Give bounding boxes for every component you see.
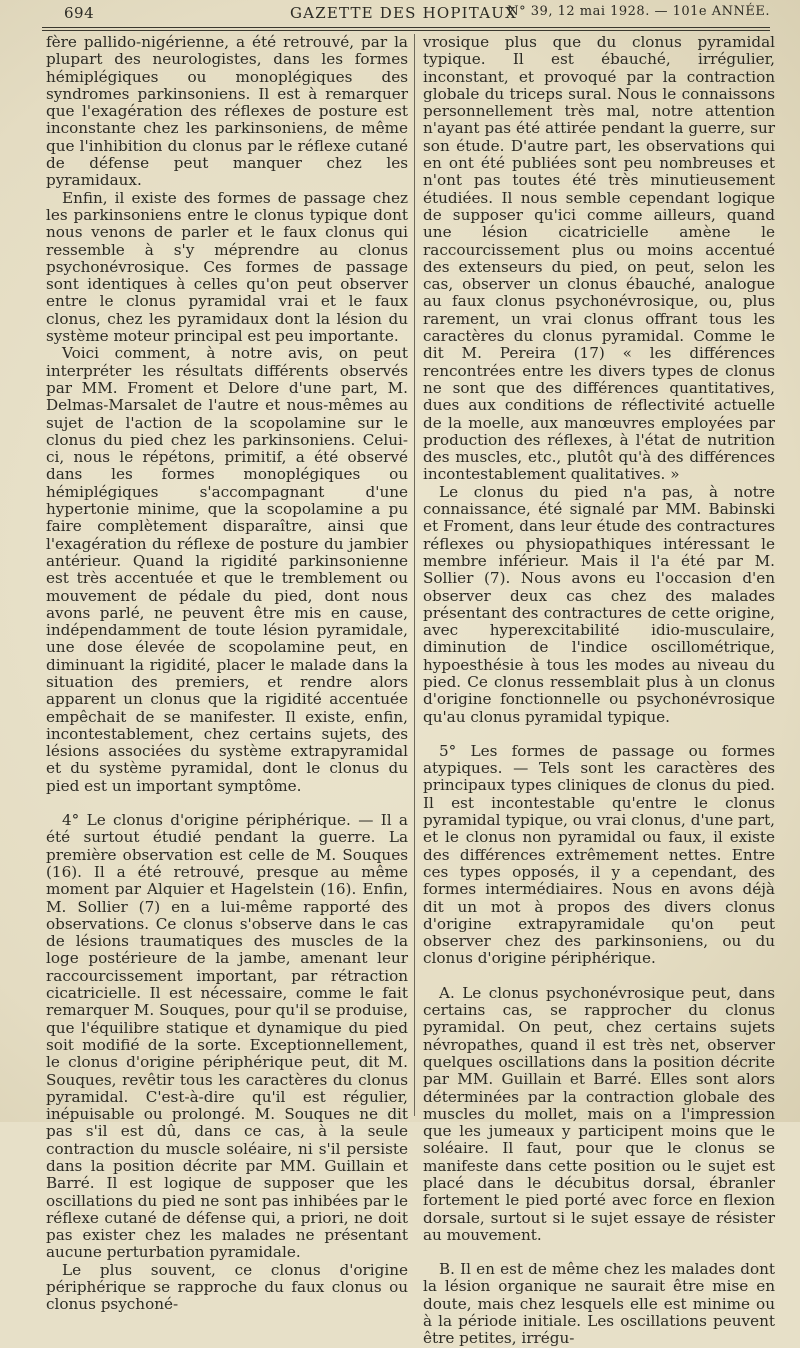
paragraph: Enfin, il existe des formes de passage chez les parkinsoniens entre le clonus typique dont nous venons de parler et le faux clonus qui ressemble à s'y méprendre au clonus psychonévrosique. Ces formes de passage sont identiques à celles qu'on peut observer entre le clonus pyramidal vrai et le faux clonus, chez les pyramidaux dont la lésion du système moteur principal est peu importante. — [46, 188, 408, 346]
section-paragraph: 5° Les formes de passage ou formes atypiques. — Tels sont les caractères des principaux types cliniques de clonus du pied. Il est incontestable qu'entre le clonus pyramidal typique, ou vrai clonus, d'une part, et le clonus non pyramidal ou faux, il existe des différences extrêmement nettes. Entre ces types opposés, il y a cependant, des formes intermédiaires. Nous en avons déjà dit un mot à propos des divers clonus d'origine extrapyramidale qu'on peut observer chez des parkinsoniens, ou du clonus d'origine périphérique. — [423, 741, 775, 968]
page-number: 694 — [64, 4, 95, 22]
section-paragraph: 4° Le clonus d'origine périphérique. — Il a été surtout étudié pendant la guerre. La première observation est celle de M. Souques (16). Il a été retrouvé, presque au même moment par Alquier et Hagelstein (16). Enfin, M. Sollier (7) en a lui-même rapporté des observations. Ce clonus s'observe dans le cas de lésions traumatiques des muscles de la loge postérieure de la jambe, amenant leur raccourcissement important, par rétraction cicatricielle. Il est nécessaire, comme le fait remarquer M. Souques, pour qu'il se produise, que l'équilibre statique et dynamique du pied soit modifié de la sorte. Exceptionnellement, le clonus d'origine périphérique peut, dit M. Souques, revêtir tous les caractères du clonus pyramidal. C'est-à-dire qu'il est régulier, inépuisable ou prolongé. M. Souques ne dit pas s'il est dû, dans ce cas, à la seule contraction du muscle soléaire, ni s'il persiste dans la position décrite par MM. Guillain et Barré. Il est logique de supposer que les oscillations du pied ne sont pas inhibées par le réflexe cutané de défense qui, a priori, ne doit pas exister chez les malades ne présentant aucune perturbation pyramidale. — [46, 811, 408, 1262]
paragraph: A. Le clonus psychonévrosique peut, dans certains cas, se rapprocher du clonus pyramidal. On peut, chez certains sujets névropathes, quand il est très net, observer quelques oscillations dans la position décrite par MM. Guillain et Barré. Elles sont alors déterminées par la contraction globale des muscles du mollet, mais on a l'impression que les jumeaux y participent moins que le soléaire. Il faut, pour que le clonus se manifeste dans cette position ou le sujet est placé dans le décubitus dorsal, ébranler fortement le pied porté avec force en flexion dorsale, surtout si le sujet essaye de résister au mouvement. — [423, 983, 775, 1244]
journal-title: GAZETTE DES HOPITAUX — [290, 4, 517, 22]
paragraph: Le plus souvent, ce clonus d'origine périphérique se rapproche du faux clonus ou clonus psychoné- — [46, 1260, 408, 1314]
running-header — [42, 2, 770, 26]
issue-info: N° 39, 12 mai 1928. — 101e ANNÉE. — [507, 4, 770, 19]
paragraph: vrosique plus que du clonus pyramidal typique. Il est ébauché, irrégulier, inconstant, et provoqué par la contraction globale du triceps sural. Nous le connaissons personnellement très mal, notre attention n'ayant pas été attirée pendant la guerre, sur son étude. D'autre part, les observations qui en ont été publiées sont peu nombreuses et n'ont pas toutes été très minutieusement étudiées. Il nous semble cependant logique de supposer qu'ici comme ailleurs, quand une lésion cicatricielle amène le raccourcissement plus ou moins accentué des extenseurs du pied, on peut, selon les cas, observer un clonus ébauché, analogue au faux clonus psychonévrosique, ou, plus rarement, un vrai clonus offrant tous les caractères du clonus pyramidal. Comme le dit M. Pereira (17) « les différences rencontrées entre les divers types de clonus ne sont que des différences quantitatives, dues aux conditions de réflectivité actuelle de la moelle, aux manœuvres employées par production des réflexes, à l'état de nutrition des muscles, etc., plutôt qu'à des différences incontestablement qualitatives. » — [423, 33, 775, 484]
paragraph: fère pallido-nigérienne, a été retrouvé, par la plupart des neurologistes, dans les formes hémiplégiques ou monoplégiques des syndromes parkinsoniens. Il est à remarquer que l'exagération des réflexes de posture est inconstante chez les parkinsoniens, de même que l'inhibition du clonus par le réflexe cutané de défense peut manquer chez les pyramidaux. — [46, 33, 408, 190]
paragraph: Le clonus du pied n'a pas, à notre connaissance, été signalé par MM. Babinski et Froment, dans leur étude des contractures réflexes ou physiopathiques intéressant le membre inférieur. Mais il l'a été par M. Sollier (7). Nous avons eu l'occasion d'en observer deux cas chez des malades présentant des contractures de cette origine, avec hyperexcitabilité idio-musculaire, diminution de l'indice oscillométrique, hypoesthésie à tous les modes au niveau du pied. Ce clonus ressemblait plus à un clonus d'origine fonctionnelle ou psychonévrosique qu'au clonus pyramidal typique. — [423, 482, 775, 726]
left-column — [46, 33, 408, 1314]
paragraph: B. Il en est de même chez les malades dont la lésion organique ne saurait être mise en doute, mais chez lesquels elle est minime ou à la période initiale. Les oscillations peuvent être petites, irrégu- — [423, 1260, 775, 1348]
right-column — [423, 33, 775, 1348]
header-rule — [42, 27, 770, 31]
column-divider — [414, 34, 415, 1116]
paragraph: Voici comment, à notre avis, on peut interpréter les résultats différents observés par MM. Froment et Delore d'une part, M. Delmas-Marsalet de l'autre et nous-mêmes au sujet de l'action de la scopolamine sur le clonus du pied chez les parkinsoniens. Celui-ci, nous le répétons, primitif, a été observé dans les formes monoplégiques ou hémiplégiques s'accompagnant d'une hypertonie minime, que la scopolamine a pu faire complètement disparaître, ainsi que l'exagération du réflexe de posture du jambier antérieur. Quand la rigidité parkinsonienne est très accentuée et que le tremblement ou mouvement de pédale du pied, dont nous avons parlé, ne peuvent être mis en cause, indépendamment de toute lésion pyramidale, une dose élevée de scopolamine peut, en diminuant la rigidité, placer le malade dans la situation des premiers, et rendre alors apparent un clonus que la rigidité accentuée empêchait de se manifester. Il existe, enfin, incontestablement, chez certains sujets, des lésions associées du système extrapyramidal et du système pyramidal, dont le clonus du pied est un important symptôme. — [46, 344, 408, 795]
